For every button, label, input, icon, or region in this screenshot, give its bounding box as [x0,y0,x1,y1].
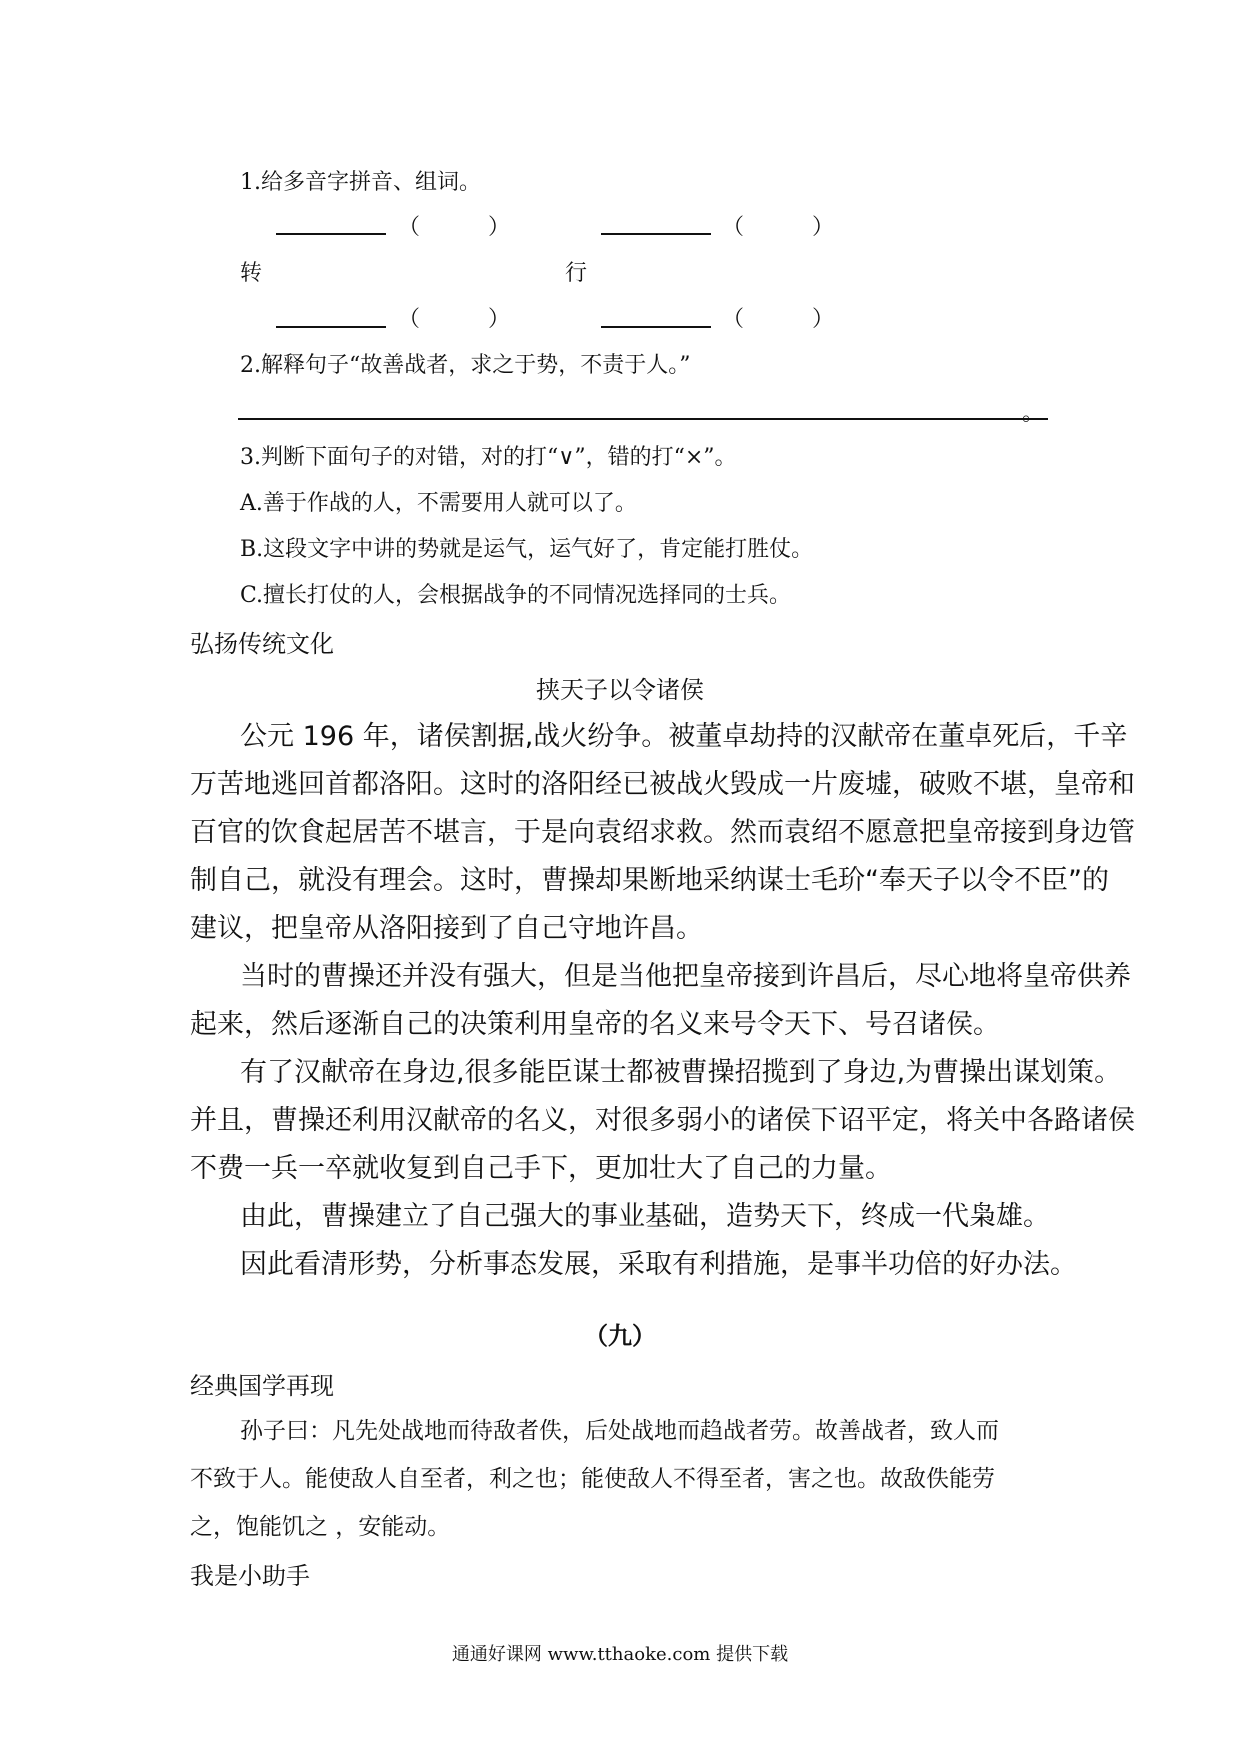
paren-open-1: （ [398,215,421,240]
footer-text: 通通好课网 www.tthaoke.com 提供下载 [451,1644,789,1665]
q1-title: 1.给多音字拼音、组词。 [240,170,481,195]
answer-end-mark: 。 [1022,401,1045,426]
section-heading-culture: 弘扬传统文化 [190,630,334,658]
story-line: 不费一兵一卒就收复到自己手下，更加壮大了自己的力量。 [190,1153,892,1184]
polyphone-char-zhuan: 转 [240,261,263,286]
story-line: 万苦地逃回首都洛阳。这时的洛阳经已被战火毁成一片废墟，破败不堪，皇帝和 [190,769,1135,800]
classic-line: 之，饱能饥之 ，安能动。 [190,1514,451,1540]
story-line: 并且，曹操还利用汉献帝的名义，对很多弱小的诸侯下诏平定，将关中各路诸侯 [190,1105,1135,1136]
story-line: 有了汉献帝在身边,很多能臣谋士都被曹操招揽到了身边,为曹操出谋划策。 [240,1057,1122,1088]
story-line: 建议，把皇帝从洛阳接到了自己守地许昌。 [190,913,703,944]
q3-option-b: B.这段文字中讲的势就是运气，运气好了，肯定能打胜仗。 [240,537,814,562]
q3-title: 3.判断下面句子的对错，对的打“∨”，错的打“×”。 [240,445,737,470]
section-heading-classic: 经典国学再现 [190,1372,334,1400]
paren-close-4: ） [812,307,835,332]
q3-option-a: A.善于作战的人，不需要用人就可以了。 [240,491,637,516]
polyphone-char-xing: 行 [565,261,588,286]
section-number: （九） [584,1321,656,1350]
answer-line[interactable] [238,418,1048,420]
pinyin-blank-1[interactable] [276,233,386,235]
story-line: 由此，曹操建立了自己强大的事业基础，造势天下，终成一代枭雄。 [240,1201,1050,1232]
story-line: 制自己，就没有理会。这时，曹操却果断地采纳谋士毛玠“奉天子以令不臣”的 [190,865,1109,896]
pinyin-blank-2[interactable] [601,233,711,235]
story-line: 公元 196 年，诸侯割据,战火纷争。被董卓劫持的汉献帝在董卓死后，千辛 [240,721,1128,752]
section-heading-helper: 我是小助手 [190,1562,310,1590]
story-title: 挟天子以令诸侯 [536,676,704,704]
story-line: 起来，然后逐渐自己的决策利用皇帝的名义来号令天下、号召诸侯。 [190,1009,1000,1040]
paren-open-3: （ [398,307,421,332]
classic-line: 孙子曰：凡先处战地而待敌者佚，后处战地而趋战者劳。故善战者，致人而 [240,1418,999,1444]
q2-title: 2.解释句子“故善战者，求之于势，不责于人。” [240,353,691,378]
pinyin-blank-4[interactable] [601,326,711,328]
story-line: 百官的饮食起居苦不堪言，于是向袁绍求救。然而袁绍不愿意把皇帝接到身边管 [190,817,1135,848]
paren-open-4: （ [722,307,745,332]
paren-close-1: ） [488,215,511,240]
q3-option-c: C.擅长打仗的人，会根据战争的不同情况选择同的士兵。 [240,583,792,608]
paren-close-3: ） [488,307,511,332]
story-line: 因此看清形势，分析事态发展，采取有利措施，是事半功倍的好办法。 [240,1249,1077,1280]
paren-open-2: （ [722,215,745,240]
pinyin-blank-3[interactable] [276,326,386,328]
paren-close-2: ） [812,215,835,240]
story-line: 当时的曹操还并没有强大，但是当他把皇帝接到许昌后，尽心地将皇帝供养 [240,961,1131,992]
classic-line: 不致于人。能使敌人自至者，利之也；能使敌人不得至者，害之也。故敌佚能劳 [190,1466,995,1492]
